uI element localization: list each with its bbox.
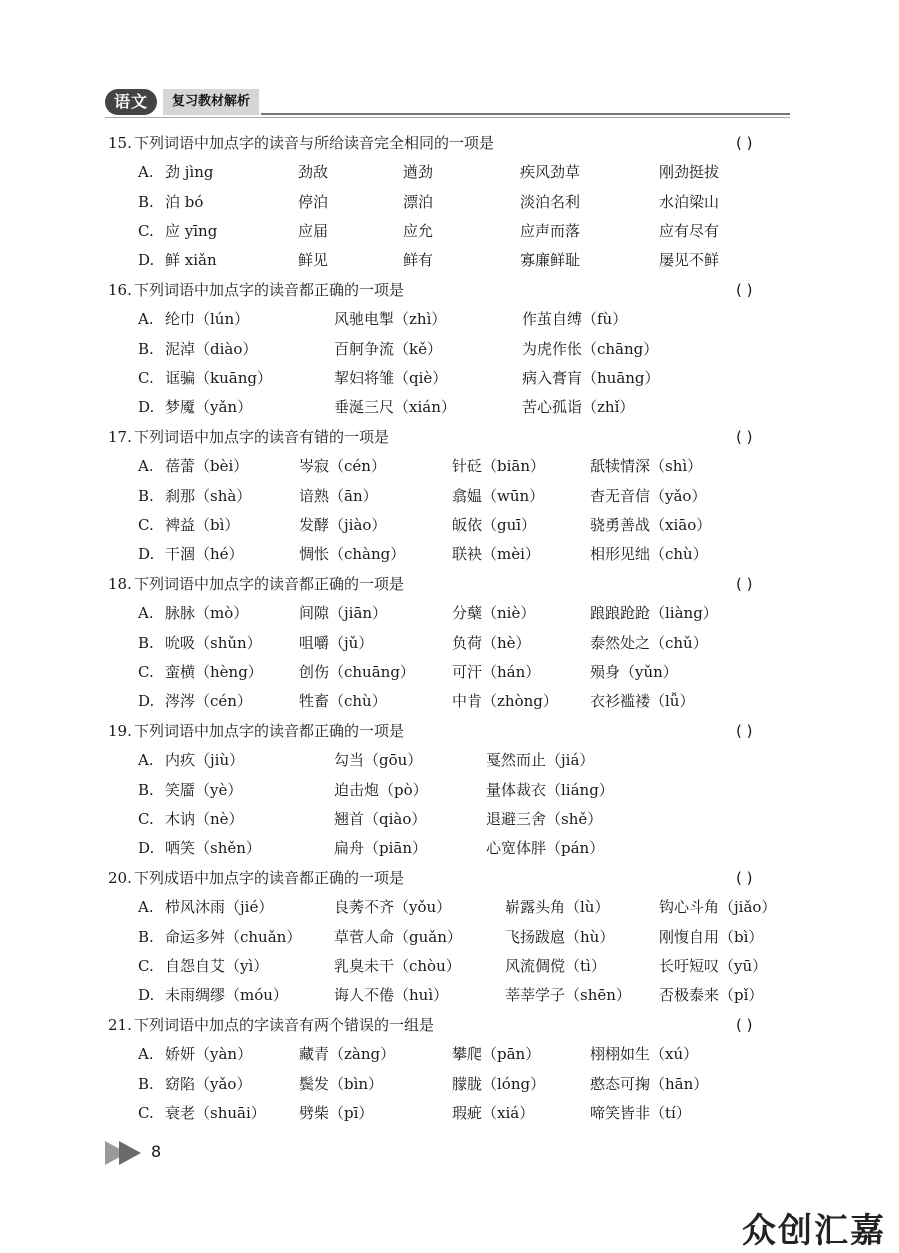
option-item: 泥淖（diào） bbox=[165, 340, 258, 358]
option-item: 钩心斗角（jiǎo） bbox=[659, 898, 777, 916]
option-label: D. bbox=[138, 398, 155, 416]
option-label: B. bbox=[138, 1075, 154, 1093]
option-item: 窈陷（yǎo） bbox=[165, 1075, 252, 1093]
option-item: 戛然而止（jiá） bbox=[486, 751, 595, 769]
option-item: 蛮横（hèng） bbox=[165, 663, 263, 681]
question-stem bbox=[108, 868, 790, 888]
option-item: 发酵（jiào） bbox=[299, 516, 387, 534]
option-item: 针砭（biān） bbox=[452, 457, 546, 475]
question-stem bbox=[108, 1015, 790, 1035]
question-number: 21. bbox=[108, 1016, 132, 1034]
option-item: 作茧自缚（fù） bbox=[522, 310, 628, 328]
option-item: 应 yīng bbox=[165, 222, 218, 240]
question-text: 下列成语中加点字的读音都正确的一项是 bbox=[134, 869, 405, 887]
option-item: 相形见绌（chù） bbox=[590, 545, 708, 563]
option-item: 应有尽有 bbox=[659, 222, 720, 240]
option-item: 吮吸（shǔn） bbox=[165, 634, 262, 652]
option-item: 分蘖（niè） bbox=[452, 604, 536, 622]
answer-blank: ( ) bbox=[736, 134, 753, 152]
option-item: 栩栩如生（xú） bbox=[590, 1045, 699, 1063]
option-item: 停泊 bbox=[298, 193, 329, 211]
option-label: B. bbox=[138, 340, 154, 358]
option-item: 裨益（bì） bbox=[165, 516, 240, 534]
option-label: C. bbox=[138, 1104, 154, 1122]
option-item: 刚劲挺拔 bbox=[659, 163, 720, 181]
option-item: 诲人不倦（huì） bbox=[334, 986, 449, 1004]
option-item: 诓骗（kuāng） bbox=[165, 369, 272, 387]
option-label: C. bbox=[138, 516, 154, 534]
option-item: 脉脉（mò） bbox=[165, 604, 249, 622]
option-item: 栉风沐雨（jié） bbox=[165, 898, 274, 916]
option-label: A. bbox=[138, 751, 154, 769]
question-text: 下列词语中加点字的读音都正确的一项是 bbox=[134, 575, 405, 593]
option-item: 淡泊名利 bbox=[520, 193, 581, 211]
watermark-logo: 众创汇嘉 bbox=[742, 1211, 886, 1251]
header-rule bbox=[261, 113, 790, 115]
option-item: 勾当（gōu） bbox=[334, 751, 423, 769]
option-item: 啼笑皆非（tí） bbox=[590, 1104, 691, 1122]
question-number: 15. bbox=[108, 134, 132, 152]
option-item: 可汗（hán） bbox=[452, 663, 541, 681]
option-item: 联袂（mèi） bbox=[452, 545, 540, 563]
option-item: 间隙（jiān） bbox=[299, 604, 388, 622]
option-item: 遒劲 bbox=[403, 163, 434, 181]
option-item: 劲敌 bbox=[298, 163, 329, 181]
option-item: 垂涎三尺（xián） bbox=[334, 398, 456, 416]
option-item: 疾风劲草 bbox=[520, 163, 581, 181]
option-item: 应声而落 bbox=[520, 222, 581, 240]
question-stem bbox=[108, 133, 790, 153]
option-item: 草菅人命（guǎn） bbox=[334, 928, 462, 946]
option-label: A. bbox=[138, 604, 154, 622]
option-item: 迫击炮（pò） bbox=[334, 781, 428, 799]
option-item: 瑕疵（xiá） bbox=[452, 1104, 535, 1122]
option-item: 哂笑（shěn） bbox=[165, 839, 261, 857]
option-item: 梦魇（yǎn） bbox=[165, 398, 253, 416]
option-item: 翘首（qiào） bbox=[334, 810, 427, 828]
option-label: A. bbox=[138, 898, 154, 916]
question-text: 下列词语中加点字的读音都正确的一项是 bbox=[134, 281, 405, 299]
option-item: 创伤（chuāng） bbox=[299, 663, 415, 681]
option-item: 寡廉鲜耻 bbox=[520, 251, 581, 269]
option-item: 纶巾（lún） bbox=[165, 310, 250, 328]
option-item: 中肯（zhòng） bbox=[452, 692, 558, 710]
option-item: 攀爬（pān） bbox=[452, 1045, 541, 1063]
option-item: 退避三舍（shě） bbox=[486, 810, 603, 828]
page-arrow-icon bbox=[105, 1141, 145, 1165]
option-item: 应允 bbox=[403, 222, 434, 240]
option-item: 鲜见 bbox=[298, 251, 329, 269]
question-stem bbox=[108, 280, 790, 300]
question-stem bbox=[108, 427, 790, 447]
option-item: 皈依（guī） bbox=[452, 516, 537, 534]
option-item: 泊 bó bbox=[165, 193, 204, 211]
option-item: 风驰电掣（zhì） bbox=[334, 310, 447, 328]
option-item: 鲜 xiǎn bbox=[165, 251, 217, 269]
option-label: B. bbox=[138, 781, 154, 799]
option-item: 百舸争流（kě） bbox=[334, 340, 442, 358]
option-item: 蓓蕾（bèi） bbox=[165, 457, 249, 475]
answer-blank: ( ) bbox=[736, 722, 753, 740]
option-item: 舐犊情深（shì） bbox=[590, 457, 703, 475]
option-item: 殒身（yǔn） bbox=[590, 663, 678, 681]
option-item: 娇妍（yàn） bbox=[165, 1045, 253, 1063]
option-item: 负荷（hè） bbox=[452, 634, 531, 652]
option-label: A. bbox=[138, 457, 154, 475]
option-item: 乳臭未干（chòu） bbox=[334, 957, 461, 975]
option-item: 挈妇将雏（qiè） bbox=[334, 369, 448, 387]
option-item: 劈柴（pī） bbox=[299, 1104, 374, 1122]
question-number: 19. bbox=[108, 722, 132, 740]
option-label: D. bbox=[138, 692, 155, 710]
option-item: 命运多舛（chuǎn） bbox=[165, 928, 302, 946]
option-item: 劲 jìng bbox=[165, 163, 214, 181]
option-item: 苦心孤诣（zhǐ） bbox=[522, 398, 635, 416]
option-item: 杳无音信（yǎo） bbox=[590, 487, 707, 505]
section-title: 复习教材解析 bbox=[163, 89, 259, 115]
option-item: 谙熟（ān） bbox=[299, 487, 378, 505]
option-item: 为虎作伥（chāng） bbox=[522, 340, 659, 358]
option-item: 良莠不齐（yǒu） bbox=[334, 898, 452, 916]
subject-badge: 语文 bbox=[105, 89, 157, 115]
option-label: B. bbox=[138, 487, 154, 505]
option-item: 莘莘学子（shēn） bbox=[505, 986, 631, 1004]
question-number: 18. bbox=[108, 575, 132, 593]
option-label: C. bbox=[138, 810, 154, 828]
option-item: 骁勇善战（xiāo） bbox=[590, 516, 712, 534]
option-label: A. bbox=[138, 1045, 154, 1063]
option-item: 牲畜（chù） bbox=[299, 692, 387, 710]
question-text: 下列词语中加点字的读音有错的一项是 bbox=[134, 428, 390, 446]
option-item: 水泊梁山 bbox=[659, 193, 720, 211]
question-text: 下列词语中加点字的读音与所给读音完全相同的一项是 bbox=[134, 134, 495, 152]
option-item: 衣衫褴褛（lǚ） bbox=[590, 692, 695, 710]
option-item: 鬓发（bìn） bbox=[299, 1075, 384, 1093]
option-item: 笑靥（yè） bbox=[165, 781, 243, 799]
answer-blank: ( ) bbox=[736, 1016, 753, 1034]
option-item: 自怨自艾（yì） bbox=[165, 957, 269, 975]
option-label: C. bbox=[138, 663, 154, 681]
option-item: 干涸（hé） bbox=[165, 545, 244, 563]
option-item: 崭露头角（lù） bbox=[505, 898, 610, 916]
question-stem bbox=[108, 721, 790, 741]
option-item: 扁舟（piān） bbox=[334, 839, 428, 857]
option-item: 病入膏肓（huāng） bbox=[522, 369, 660, 387]
option-item: 未雨绸缪（móu） bbox=[165, 986, 288, 1004]
option-item: 憨态可掬（hān） bbox=[590, 1075, 709, 1093]
option-label: C. bbox=[138, 222, 154, 240]
option-label: D. bbox=[138, 986, 155, 1004]
answer-blank: ( ) bbox=[736, 428, 753, 446]
question-stem bbox=[108, 574, 790, 594]
option-item: 朦胧（lóng） bbox=[452, 1075, 546, 1093]
option-label: C. bbox=[138, 369, 154, 387]
option-item: 否极泰来（pǐ） bbox=[659, 986, 764, 1004]
question-text: 下列词语中加点字的读音都正确的一项是 bbox=[134, 722, 405, 740]
option-item: 量体裁衣（liáng） bbox=[486, 781, 614, 799]
option-item: 应届 bbox=[298, 222, 329, 240]
option-item: 长吁短叹（yū） bbox=[659, 957, 768, 975]
option-label: D. bbox=[138, 545, 155, 563]
option-item: 咀嚼（jǔ） bbox=[299, 634, 374, 652]
option-label: A. bbox=[138, 163, 154, 181]
question-number: 20. bbox=[108, 869, 132, 887]
option-label: B. bbox=[138, 928, 154, 946]
page-header bbox=[105, 89, 790, 119]
option-item: 泰然处之（chǔ） bbox=[590, 634, 708, 652]
answer-blank: ( ) bbox=[736, 869, 753, 887]
option-item: 衰老（shuāi） bbox=[165, 1104, 266, 1122]
option-label: A. bbox=[138, 310, 154, 328]
option-item: 屡见不鲜 bbox=[659, 251, 720, 269]
option-item: 惆怅（chàng） bbox=[299, 545, 406, 563]
option-label: D. bbox=[138, 839, 155, 857]
answer-blank: ( ) bbox=[736, 281, 753, 299]
option-item: 藏青（zàng） bbox=[299, 1045, 396, 1063]
header-rule-thin bbox=[105, 117, 790, 118]
page-number: 8 bbox=[151, 1142, 162, 1161]
option-item: 飞扬跋扈（hù） bbox=[505, 928, 615, 946]
option-item: 风流倜傥（tì） bbox=[505, 957, 606, 975]
answer-blank: ( ) bbox=[736, 575, 753, 593]
option-item: 心宽体胖（pán） bbox=[486, 839, 605, 857]
option-item: 漂泊 bbox=[403, 193, 434, 211]
option-label: B. bbox=[138, 634, 154, 652]
question-number: 16. bbox=[108, 281, 132, 299]
question-text: 下列词语中加点的字读音有两个错误的一组是 bbox=[134, 1016, 435, 1034]
option-item: 刹那（shà） bbox=[165, 487, 252, 505]
option-item: 刚愎自用（bì） bbox=[659, 928, 764, 946]
option-label: C. bbox=[138, 957, 154, 975]
option-item: 内疚（jiù） bbox=[165, 751, 245, 769]
option-label: D. bbox=[138, 251, 155, 269]
option-item: 涔涔（cén） bbox=[165, 692, 252, 710]
option-item: 岑寂（cén） bbox=[299, 457, 386, 475]
question-number: 17. bbox=[108, 428, 132, 446]
option-item: 翕媪（wūn） bbox=[452, 487, 545, 505]
option-item: 木讷（nè） bbox=[165, 810, 244, 828]
option-item: 踉踉跄跄（liàng） bbox=[590, 604, 718, 622]
option-item: 鲜有 bbox=[403, 251, 434, 269]
option-label: B. bbox=[138, 193, 154, 211]
